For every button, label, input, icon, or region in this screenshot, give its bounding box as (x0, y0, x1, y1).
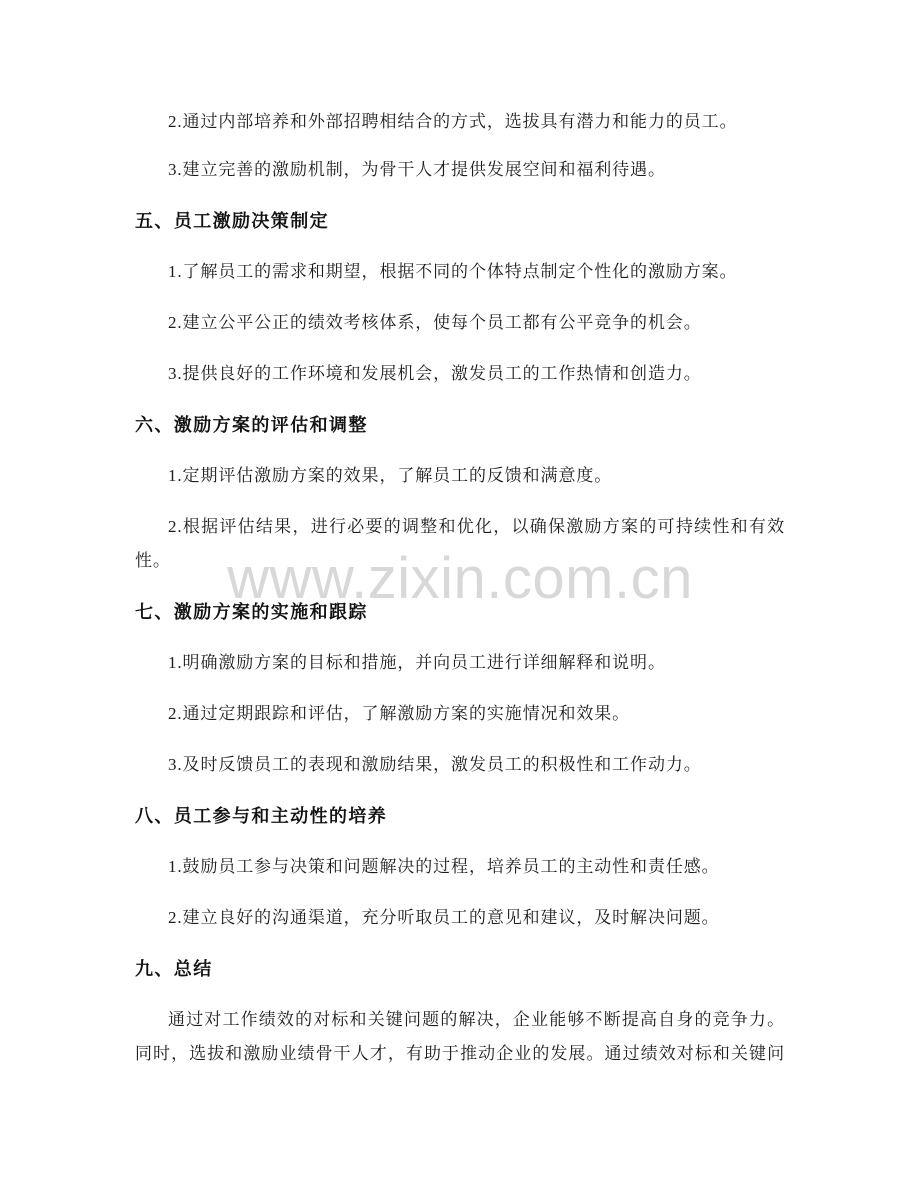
section-heading: 五、员工激励决策制定 (135, 211, 329, 231)
paragraph-line: 3.提供良好的工作环境和发展机会，激发员工的工作热情和创造力。 (168, 364, 702, 383)
list-item (135, 357, 785, 391)
section-employee-incentive-decisions (135, 204, 785, 391)
list-item (135, 697, 785, 731)
paragraph-line: 3.建立完善的激励机制，为骨干人才提供发展空间和福利待遇。 (168, 160, 666, 179)
list-item (135, 153, 785, 187)
list-item (135, 901, 785, 935)
section-incentive-implementation (135, 595, 785, 782)
watermark: www.zixin.com.cn (227, 546, 693, 611)
section-summary (135, 952, 785, 1071)
section-heading: 七、激励方案的实施和跟踪 (135, 602, 368, 622)
section-incentive-evaluation (135, 408, 785, 578)
paragraph-line: 1.鼓励员工参与决策和问题解决的过程，培养员工的主动性和责任感。 (168, 857, 720, 876)
paragraph-line: 通过对工作绩效的对标和关键问题的解决，企业能够不断提高自身的竞争力。 (168, 1010, 785, 1029)
paragraph-line: 1.明确激励方案的目标和措施，并向员工进行详细解释和说明。 (168, 653, 666, 672)
paragraph-line: 2.通过内部培养和外部招聘相结合的方式，选拔具有潜力和能力的员工。 (168, 112, 738, 131)
list-item (135, 850, 785, 884)
paragraph-line: 2.建立良好的沟通渠道，充分听取员工的意见和建议，及时解决问题。 (168, 908, 720, 927)
paragraph-line: 2.通过定期跟踪和评估，了解激励方案的实施情况和效果。 (168, 704, 631, 723)
paragraph-line: 3.及时反馈员工的表现和激励结果，激发员工的积极性和工作动力。 (168, 755, 702, 774)
list-item (135, 306, 785, 340)
list-item (135, 646, 785, 680)
paragraph-line: 1.了解员工的需求和期望，根据不同的个体特点制定个性化的激励方案。 (168, 262, 738, 281)
list-item (135, 105, 785, 139)
section-heading: 九、总结 (135, 959, 213, 979)
section-heading: 六、激励方案的评估和调整 (135, 415, 368, 435)
section-heading: 八、员工参与和主动性的培养 (135, 806, 388, 826)
list-item (135, 510, 785, 578)
list-item (135, 255, 785, 289)
paragraph-line: 2.建立公平公正的绩效考核体系，使每个员工都有公平竞争的机会。 (168, 313, 702, 332)
paragraph-line: 同时，选拔和激励业绩骨干人才，有助于推动企业的发展。通过绩效对标和关键问 (135, 1044, 785, 1063)
paragraph-line: 性。 (135, 551, 171, 570)
list-item (135, 459, 785, 493)
list-item (135, 748, 785, 782)
paragraph-line: 1.定期评估激励方案的效果，了解员工的反馈和满意度。 (168, 466, 613, 485)
section-employee-participation (135, 799, 785, 935)
summary-paragraph (135, 1003, 785, 1071)
paragraph-line: 2.根据评估结果，进行必要的调整和优化，以确保激励方案的可持续性和有效 (168, 517, 785, 536)
